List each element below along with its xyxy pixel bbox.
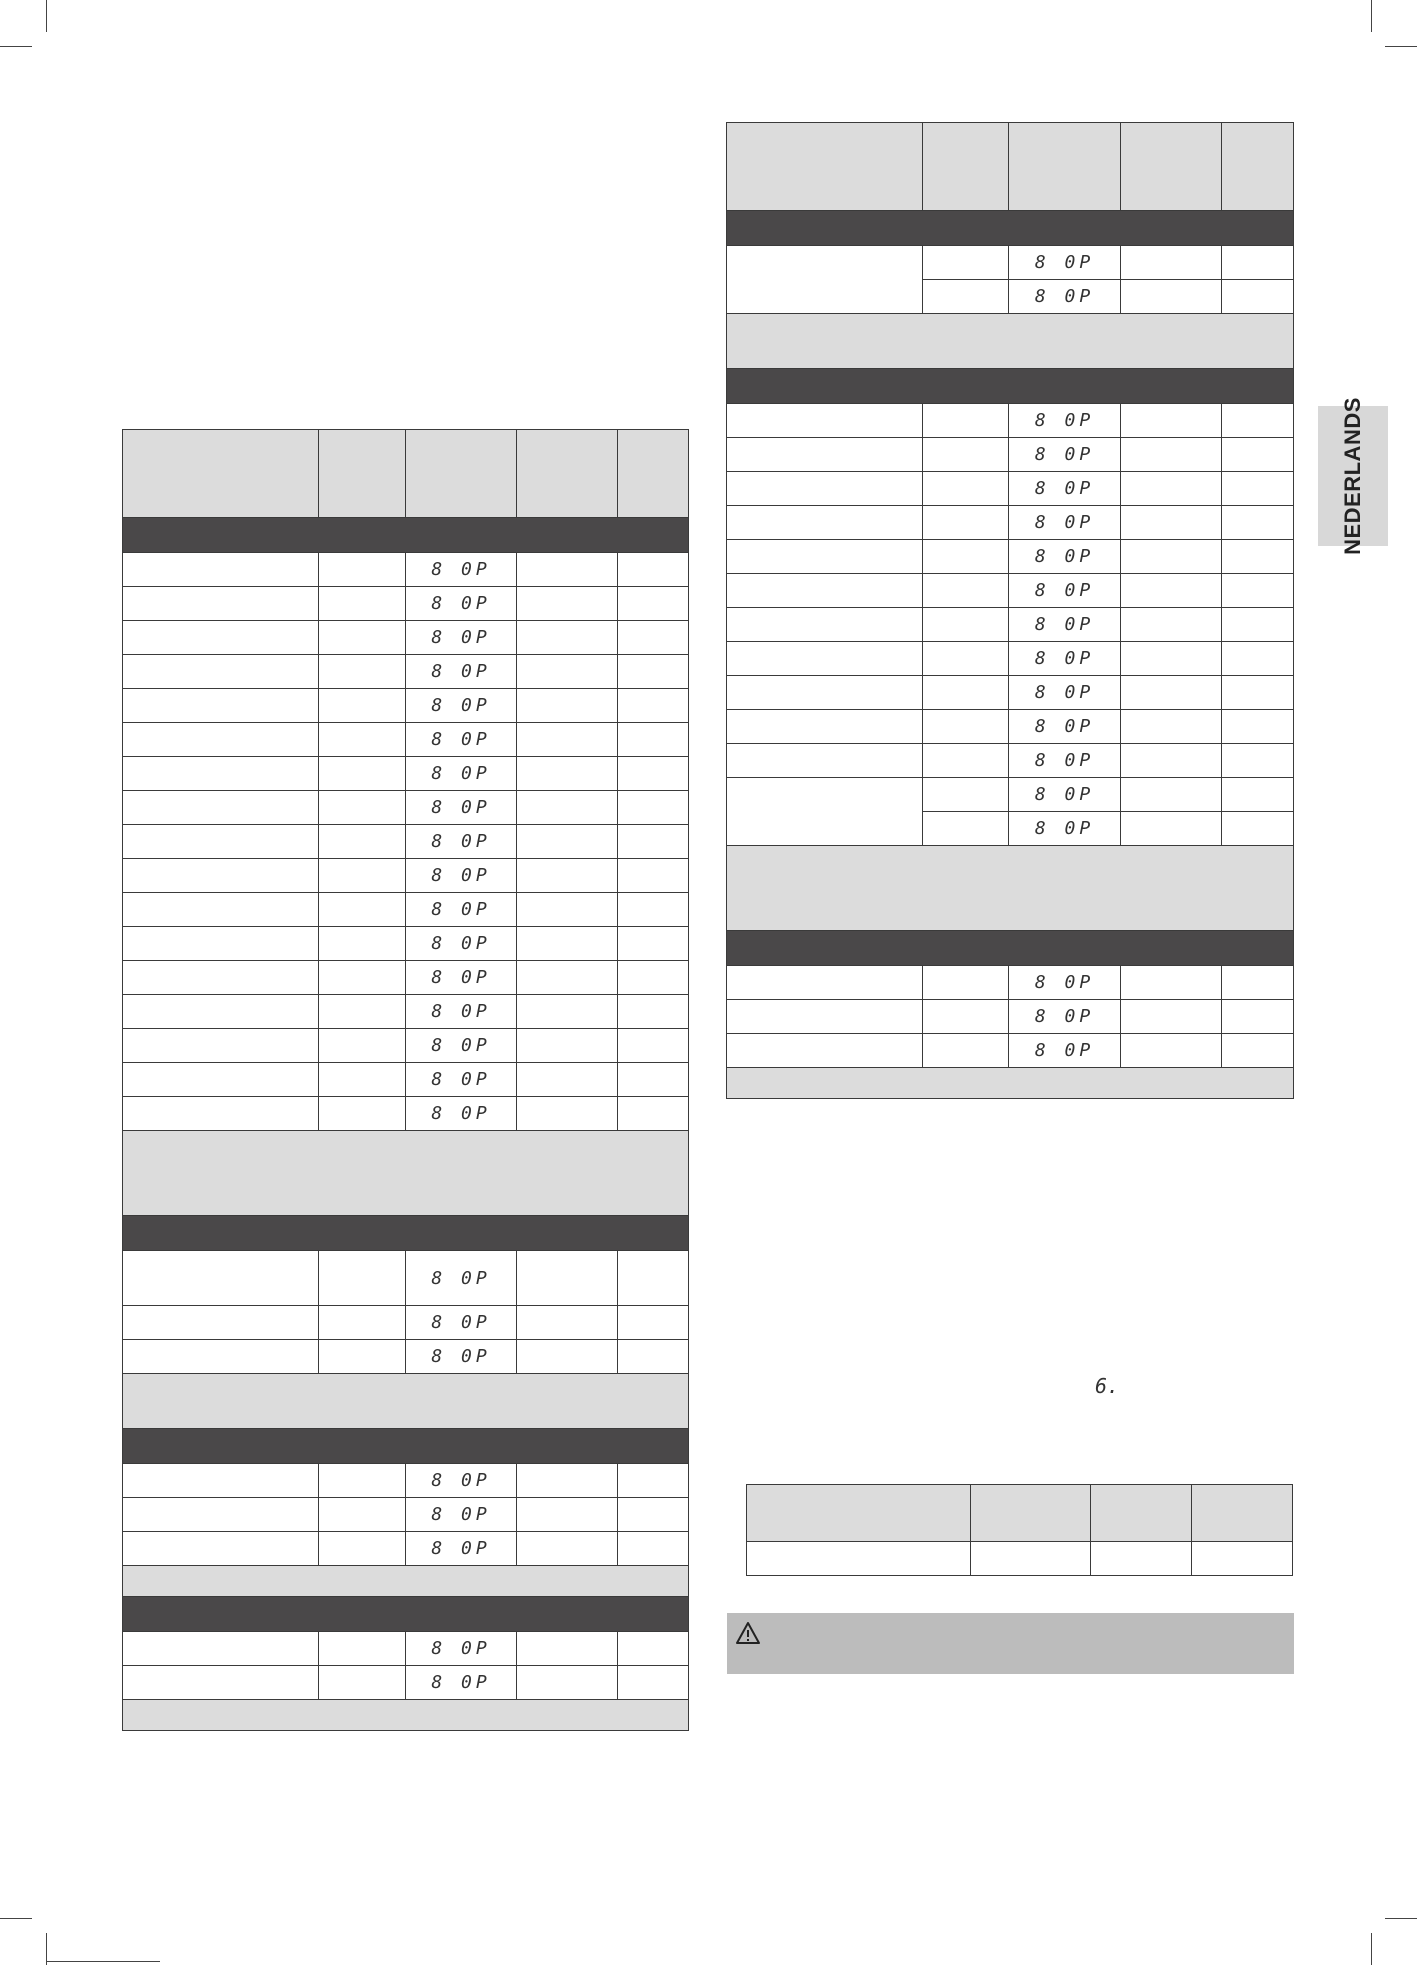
table-row <box>727 608 1294 642</box>
section-band <box>123 1597 689 1632</box>
display-code: 8 0P <box>1034 818 1095 839</box>
display-code: 8 0P <box>1034 580 1095 601</box>
table-header <box>727 123 1294 211</box>
display-code: 8 0P <box>431 627 491 648</box>
note-band <box>123 1700 689 1731</box>
warning-triangle-icon <box>735 1621 761 1645</box>
table-row <box>727 710 1294 744</box>
language-tab <box>1318 397 1388 555</box>
table-row <box>123 859 689 893</box>
table-row <box>123 1666 689 1700</box>
crop-mark <box>0 1918 32 1919</box>
display-code: 8 0P <box>431 1103 491 1124</box>
table-row <box>123 1306 689 1340</box>
table-row <box>123 723 689 757</box>
table-row <box>123 553 689 587</box>
table-row <box>123 893 689 927</box>
note-band <box>123 1374 689 1429</box>
section-band <box>727 211 1294 246</box>
table-row <box>727 1034 1294 1068</box>
table-row <box>727 1000 1294 1034</box>
table-row <box>123 1464 689 1498</box>
table-row <box>727 642 1294 676</box>
display-code: 8 0P <box>431 559 491 580</box>
display-code: 8 0P <box>431 1672 491 1693</box>
table-row <box>123 1063 689 1097</box>
table-row <box>123 791 689 825</box>
display-code: 8 0P <box>1034 410 1095 431</box>
display-code: 8 0P <box>431 729 491 750</box>
display-code: 8 0P <box>431 1035 491 1056</box>
footer-rule <box>46 1961 160 1962</box>
table-row <box>727 438 1294 472</box>
display-code: 8 0P <box>431 661 491 682</box>
table-row <box>747 1542 1293 1576</box>
display-code: 8 0P <box>431 1638 491 1659</box>
table-row <box>727 574 1294 608</box>
warning-box <box>727 1613 1294 1674</box>
display-code: 8 0P <box>431 763 491 784</box>
crop-mark <box>46 0 47 32</box>
table-row <box>123 1029 689 1063</box>
table-row <box>123 587 689 621</box>
display-code: 8 0P <box>431 831 491 852</box>
program-table-left <box>122 429 689 1731</box>
crop-mark <box>1385 1918 1417 1919</box>
display-code: 8 0P <box>431 1470 491 1491</box>
display-code: 8 0P <box>431 1538 491 1559</box>
display-code: 8 0P <box>1034 252 1095 273</box>
table-row <box>123 825 689 859</box>
table-row <box>123 927 689 961</box>
display-code: 8 0P <box>1034 614 1095 635</box>
crop-mark <box>1385 46 1417 47</box>
display-code: 8 0P <box>431 865 491 886</box>
note-band <box>123 1566 689 1597</box>
section-band <box>123 1429 689 1464</box>
section-band <box>123 518 689 553</box>
section-band <box>123 1216 689 1251</box>
display-code: 8 0P <box>1034 286 1095 307</box>
table-row <box>727 246 1294 280</box>
table-row <box>727 506 1294 540</box>
table-row <box>123 1340 689 1374</box>
display-code: 8 0P <box>431 1346 491 1367</box>
display-code: 8 0P <box>431 967 491 988</box>
table-row <box>123 757 689 791</box>
table-row <box>123 961 689 995</box>
table-row <box>123 1532 689 1566</box>
table-row <box>123 621 689 655</box>
display-code: 8 0P <box>1034 546 1095 567</box>
table-header <box>747 1485 1293 1542</box>
section-band <box>727 931 1294 966</box>
note-band <box>727 1068 1294 1099</box>
table-row <box>123 1632 689 1666</box>
display-code: 8 0P <box>431 1069 491 1090</box>
display-code: 8 0P <box>1034 784 1095 805</box>
display-code: 8 0P <box>1034 1040 1095 1061</box>
crop-mark <box>1371 1933 1372 1965</box>
small-table <box>746 1484 1293 1576</box>
table-header <box>123 430 689 518</box>
display-code: 8 0P <box>431 933 491 954</box>
table-row <box>727 676 1294 710</box>
table-row <box>727 966 1294 1000</box>
display-symbol-six: 6. <box>1095 1374 1120 1398</box>
table-row <box>123 689 689 723</box>
crop-mark <box>1371 0 1372 32</box>
program-table-right <box>726 122 1294 1099</box>
table-row <box>123 655 689 689</box>
display-code: 8 0P <box>1034 648 1095 669</box>
table-row <box>123 1498 689 1532</box>
display-code: 8 0P <box>431 899 491 920</box>
note-band <box>727 846 1294 931</box>
display-code: 8 0P <box>431 593 491 614</box>
display-code: 8 0P <box>431 1267 491 1289</box>
display-code: 8 0P <box>431 797 491 818</box>
table-row <box>727 404 1294 438</box>
table-row <box>123 1097 689 1131</box>
table-row <box>727 744 1294 778</box>
note-band <box>123 1131 689 1216</box>
display-code: 8 0P <box>431 1312 491 1333</box>
display-code: 8 0P <box>1034 1006 1095 1027</box>
table-row <box>727 540 1294 574</box>
display-code: 8 0P <box>1034 682 1095 703</box>
section-band <box>727 369 1294 404</box>
table-row <box>123 1251 689 1306</box>
display-code: 8 0P <box>1034 716 1095 737</box>
display-code: 8 0P <box>1034 750 1095 771</box>
display-code: 8 0P <box>1034 444 1095 465</box>
table-row <box>727 778 1294 812</box>
display-code: 8 0P <box>431 695 491 716</box>
language-tab-label: NEDERLANDS <box>1340 397 1365 555</box>
table-row <box>123 995 689 1029</box>
display-code: 8 0P <box>431 1001 491 1022</box>
table-row <box>727 472 1294 506</box>
display-code: 8 0P <box>1034 478 1095 499</box>
display-code: 8 0P <box>1034 972 1095 993</box>
display-code: 8 0P <box>431 1504 491 1525</box>
note-band <box>727 314 1294 369</box>
crop-mark <box>0 46 32 47</box>
display-code: 8 0P <box>1034 512 1095 533</box>
